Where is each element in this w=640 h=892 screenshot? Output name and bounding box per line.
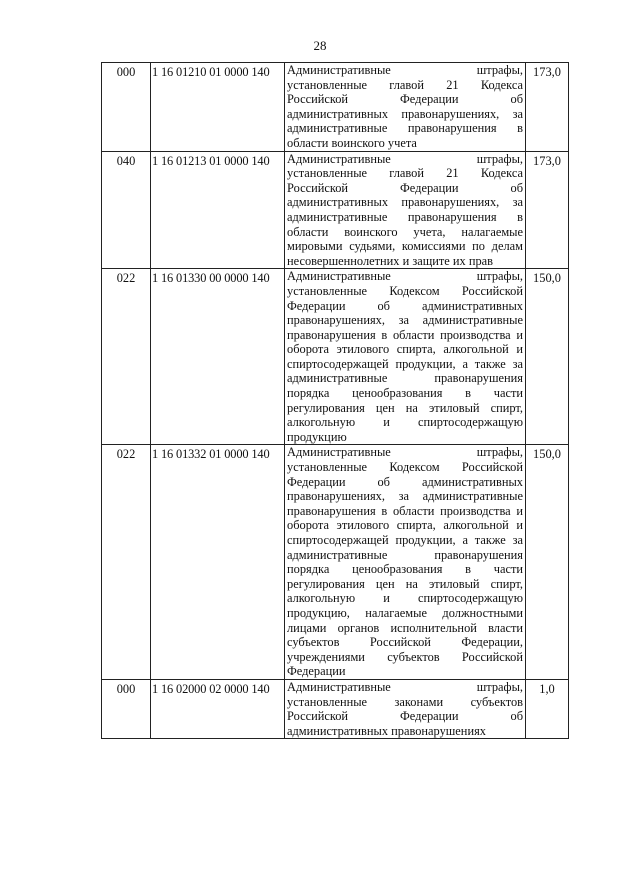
kbk-code-cell: 1 16 02000 02 0000 140 [151, 679, 285, 738]
table-row [102, 151, 569, 269]
kbk-code-cell: 1 16 01210 01 0000 140 [151, 63, 285, 152]
table-row [102, 445, 569, 680]
admin-code-cell: 040 [102, 151, 151, 269]
admin-code-cell: 000 [102, 679, 151, 738]
revenue-name-cell: Административные штрафы, установленные Кодексом Российской Федерации об административных правонарушениях, за административные правонарушения в области производства и оборота этилового спирта, алкогольной и спиртосодержащей продукции, а также за административные правонарушения порядка ценообразования в части регулирования цен на этиловый спирт, алкогольную и спиртосодержащую продукцию [285, 269, 526, 445]
amount-cell: 150,0 [526, 269, 569, 445]
amount-cell: 173,0 [526, 63, 569, 152]
kbk-code-cell: 1 16 01332 01 0000 140 [151, 445, 285, 680]
kbk-code-cell: 1 16 01330 00 0000 140 [151, 269, 285, 445]
revenue-name-cell: Административные штрафы, установленные Кодексом Российской Федерации об административных правонарушениях, за административные правонарушения в области производства и оборота этилового спирта, алкогольной и спиртосодержащей продукции, а также за административные правонарушения порядка ценообразования в части регулирования цен на этиловый спирт, алкогольную и спиртосодержащую продукцию, налагаемые должностными лицами органов исполнительной власти субъектов Российской Федерации, учреждениями субъектов Российской Федерации [285, 445, 526, 680]
admin-code-cell: 022 [102, 445, 151, 680]
amount-cell: 150,0 [526, 445, 569, 680]
revenue-name-cell: Административные штрафы, установленные законами субъектов Российской Федерации об административных правонарушениях [285, 679, 526, 738]
table-row [102, 679, 569, 738]
page-number: 28 [313, 38, 327, 53]
revenue-name-cell: Административные штрафы, установленные главой 21 Кодекса Российской Федерации об административных правонарушениях, за административные правонарушения в области воинского учета [285, 63, 526, 152]
admin-code-cell: 022 [102, 269, 151, 445]
kbk-code-cell: 1 16 01213 01 0000 140 [151, 151, 285, 269]
revenue-name-cell: Административные штрафы, установленные главой 21 Кодекса Российской Федерации об административных правонарушениях, за административные правонарушения в области воинского учета, налагаемые мировыми судьями, комиссиями по делам несовершеннолетних и защите их прав [285, 151, 526, 269]
admin-code-cell: 000 [102, 63, 151, 152]
table-row [102, 63, 569, 152]
revenue-table [101, 62, 569, 739]
amount-cell: 173,0 [526, 151, 569, 269]
table-row [102, 269, 569, 445]
amount-cell: 1,0 [526, 679, 569, 738]
